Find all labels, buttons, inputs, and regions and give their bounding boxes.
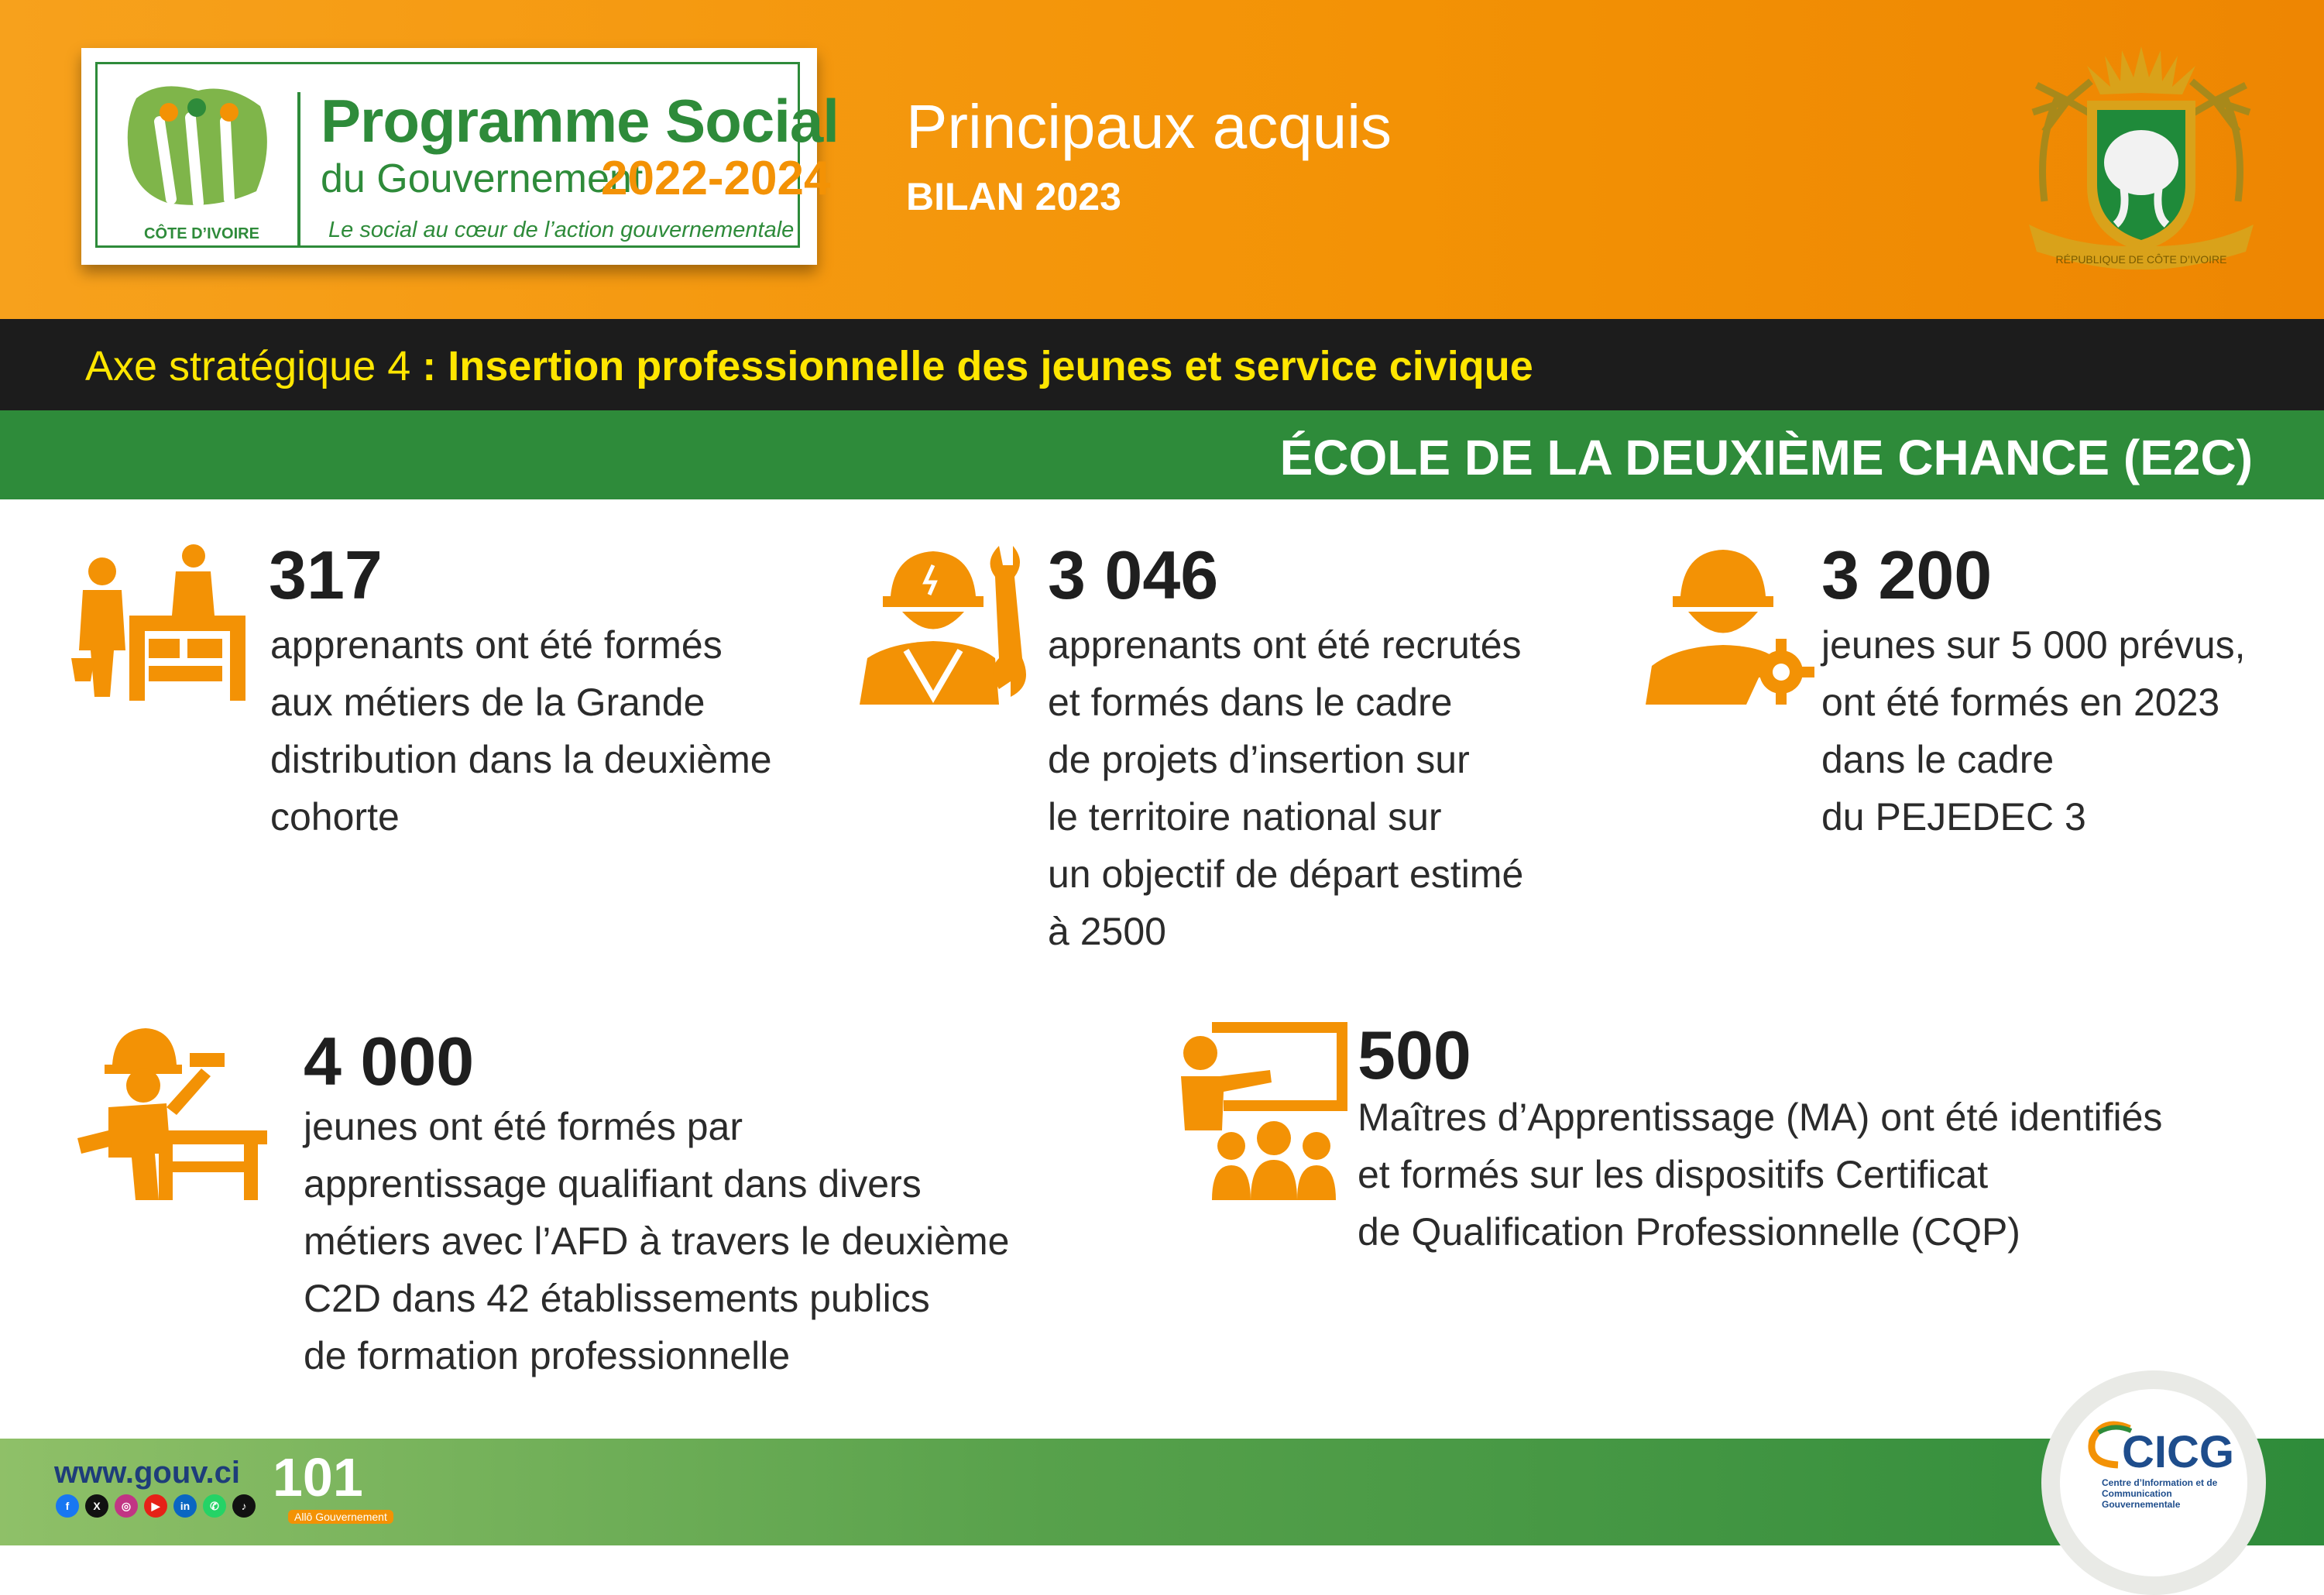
stat-description <box>1048 616 1523 960</box>
axis-title: : Insertion professionnelle des jeunes et service civique <box>422 343 1533 389</box>
stat-card-3 <box>1634 527 2315 867</box>
worker-wrench-icon <box>860 542 1038 705</box>
stat-line: et formés sur les dispositifs Certificat <box>1358 1153 1989 1196</box>
stat-line: métiers avec l’AFD à travers le deuxième <box>304 1219 1010 1263</box>
logo-subtitle: du Gouvernement <box>321 156 644 201</box>
stat-line: de projets d’insertion sur <box>1048 738 1470 781</box>
linkedin-icon[interactable]: in <box>173 1494 197 1518</box>
stat-card-4 <box>0 1007 1084 1409</box>
cicg-subtitle: Centre d’Information et de Communication Gouvernementale <box>2102 1477 2218 1510</box>
stat-line: de formation professionnelle <box>304 1334 791 1377</box>
stat-line: C2D dans 42 établissements publics <box>304 1277 930 1320</box>
strategic-axis-text <box>85 342 1533 390</box>
stat-line: distribution dans la deuxième <box>270 738 772 781</box>
header-banner <box>0 0 2324 319</box>
stat-line: dans le cadre <box>1821 738 2055 781</box>
logo-slogan: Le social au cœur de l’action gouvernementale <box>328 218 795 242</box>
stat-line: jeunes sur 5 000 prévus, <box>1821 623 2246 667</box>
stat-line: apprenants ont été recrutés <box>1048 623 1522 667</box>
stat-card-2 <box>844 527 1588 960</box>
stat-line: un objectif de départ estimé <box>1048 852 1524 896</box>
page-title: Principaux acquis <box>906 92 1392 161</box>
programme-logo <box>81 48 839 265</box>
cicg-name: CICG <box>2122 1427 2234 1477</box>
stat-card-1 <box>0 527 836 929</box>
logo-divider <box>297 92 300 247</box>
stat-value: 3 046 <box>1048 537 1219 613</box>
stat-line: le territoire national sur <box>1048 795 1442 839</box>
market-vendor-icon <box>71 542 249 705</box>
svg-text:RÉPUBLIQUE DE CÔTE D’IVOIRE: RÉPUBLIQUE DE CÔTE D’IVOIRE <box>2055 253 2227 266</box>
stat-line: apprenants ont été formés <box>270 623 723 667</box>
logo-years: 2022-2024 <box>601 152 831 205</box>
stat-value: 317 <box>269 537 383 613</box>
worker-gear-icon <box>1646 542 1816 705</box>
facebook-icon[interactable]: f <box>56 1494 79 1518</box>
teacher-board-icon <box>1177 1022 1347 1200</box>
whatsapp-icon[interactable]: ✆ <box>203 1494 226 1518</box>
stat-description <box>1821 616 2246 846</box>
website-link[interactable]: www.gouv.ci <box>54 1456 241 1490</box>
instagram-icon[interactable]: ◎ <box>115 1494 138 1518</box>
youtube-icon[interactable]: ▶ <box>144 1494 167 1518</box>
carpenter-icon <box>77 1022 271 1200</box>
stat-line: aux métiers de la Grande <box>270 681 705 724</box>
logo-frame <box>95 62 839 248</box>
section-band <box>0 410 2324 499</box>
stat-description <box>270 616 772 846</box>
coat-of-arms-emblem <box>2013 46 2269 271</box>
stat-line: et formés dans le cadre <box>1048 681 1453 724</box>
stat-line: du PEJEDEC 3 <box>1821 795 2086 839</box>
stat-line: ont été formés en 2023 <box>1821 681 2220 724</box>
stat-value: 500 <box>1358 1017 1471 1093</box>
axis-prefix: Axe stratégique 4 <box>85 343 423 389</box>
footer-band <box>0 1439 2324 1545</box>
logo-country: CÔTE D’IVOIRE <box>144 225 259 242</box>
stat-value: 3 200 <box>1821 537 1993 613</box>
stat-line: cohorte <box>270 795 400 839</box>
stat-line: de Qualification Professionnelle (CQP) <box>1358 1210 2020 1254</box>
hotline-tag: Allô Gouvernement <box>288 1510 393 1524</box>
stat-description <box>1358 1089 2162 1261</box>
stat-line: apprentissage qualifiant dans divers <box>304 1162 922 1206</box>
x-icon[interactable]: X <box>85 1494 108 1518</box>
page-subtitle: BILAN 2023 <box>906 175 1121 218</box>
stat-line: Maîtres d’Apprentissage (MA) ont été identifiés <box>1358 1096 2163 1139</box>
stat-line: jeunes ont été formés par <box>304 1105 743 1148</box>
stat-card-5 <box>1162 1007 2285 1285</box>
logo-title: Programme Social <box>321 87 839 155</box>
stat-value: 4 000 <box>304 1023 475 1099</box>
section-title: ÉCOLE DE LA DEUXIÈME CHANCE (E2C) <box>1279 430 2253 485</box>
stat-description <box>304 1098 1009 1384</box>
hotline-badge: 101 <box>273 1447 363 1508</box>
tiktok-icon[interactable]: ♪ <box>232 1494 256 1518</box>
stat-line: à 2500 <box>1048 910 1166 953</box>
strategic-axis-band <box>0 319 2324 410</box>
cote-divoire-map-icon <box>113 75 291 222</box>
